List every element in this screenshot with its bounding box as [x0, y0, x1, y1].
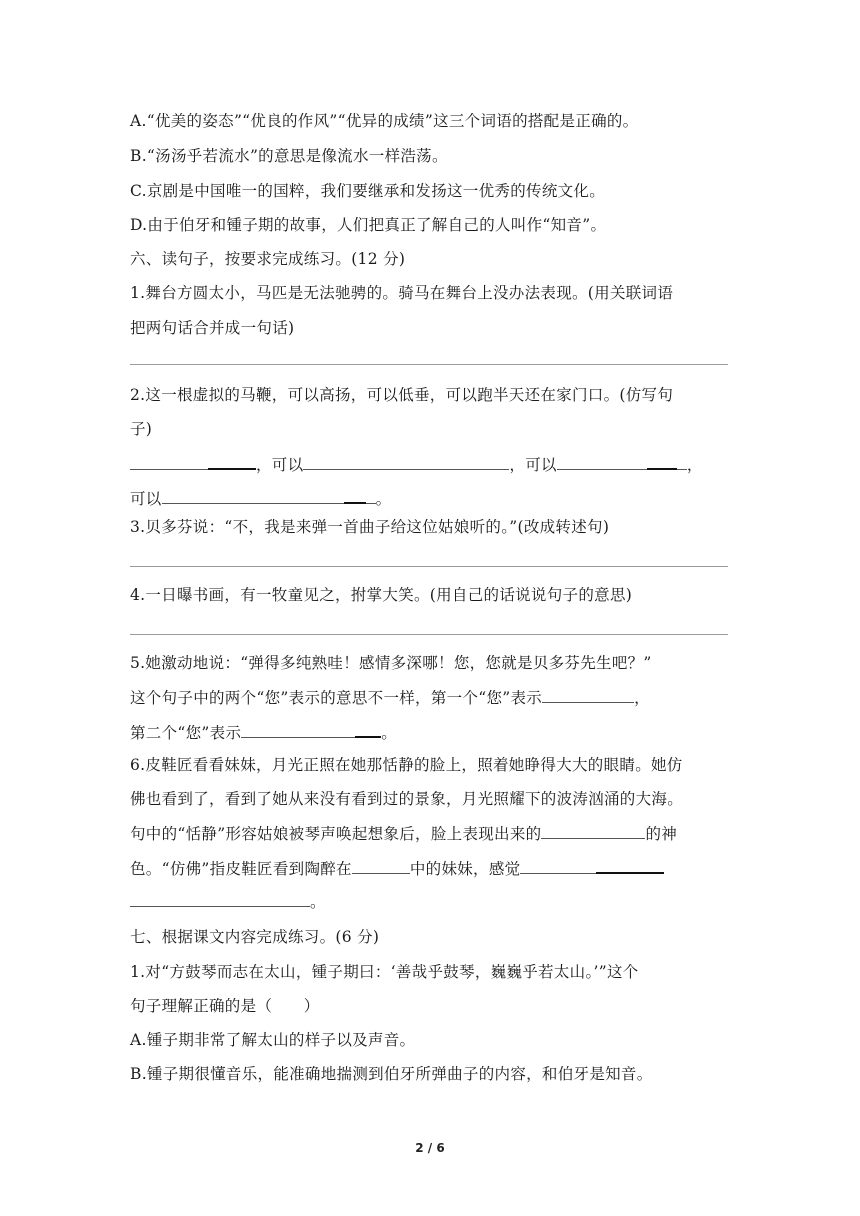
blank-6-5-2b[interactable] [355, 720, 381, 738]
fill-text: 。 [310, 893, 326, 911]
fill-text: ，可以 [256, 456, 304, 474]
blank-6-2-3a[interactable] [557, 453, 647, 470]
question-6-6-line3 [130, 822, 677, 845]
fill-text: 中的妹妹，感觉 [409, 860, 521, 878]
fill-text: 的神 [645, 825, 678, 843]
question-6-1: 1.舞台方圆太小，马匹是无法驰骋的。骑马在舞台上没办法表现。(用关联词语 [130, 284, 674, 302]
blank-6-6-2[interactable] [352, 857, 410, 874]
blank-6-5-1[interactable] [542, 686, 634, 703]
fill-text: 可以 [130, 490, 162, 508]
blank-6-2-3c[interactable] [677, 453, 687, 470]
fill-text: ， [634, 689, 650, 707]
option-a: A.“优美的姿态”“优良的作风”“优异的成绩”这三个词语的搭配是正确的。 [130, 112, 639, 130]
choice-b: B.锺子期很懂音乐，能准确地揣测到伯牙所弹曲子的内容，和伯牙是知音。 [130, 1065, 653, 1083]
answer-line-6-4[interactable] [130, 634, 728, 635]
fill-text: 。 [381, 724, 398, 742]
question-7-1-cont: 句子理解正确的是（ ） [130, 997, 320, 1015]
question-6-2-cont: 子) [130, 420, 153, 438]
blank-6-6-1[interactable] [541, 822, 645, 839]
blank-6-2-1b[interactable] [208, 452, 256, 470]
blank-6-6-3b[interactable] [596, 856, 664, 874]
choice-a: A.锺子期非常了解太山的样子以及声音。 [130, 1031, 416, 1049]
blank-6-2-1a[interactable] [130, 453, 208, 470]
blank-6-2-3b[interactable] [647, 452, 677, 470]
page-number: 2 / 6 [415, 1141, 445, 1155]
question-6-5-line3 [130, 720, 397, 744]
blank-6-2-4c[interactable] [366, 487, 376, 504]
fill-text: ，可以 [509, 456, 557, 474]
blank-6-6-3a[interactable] [520, 857, 596, 874]
fill-line-6-2-a [130, 452, 703, 476]
fill-text: 色。“仿佛”指皮鞋匠看到陶醉在 [130, 860, 352, 878]
blank-6-2-4a[interactable] [162, 487, 344, 504]
question-6-1-cont: 把两句话合并成一句话) [130, 319, 295, 337]
blank-6-2-4b[interactable] [344, 486, 366, 504]
question-6-5: 5.她激动地说：“弹得多纯熟哇！感情多深哪！您，您就是贝多芬先生吧？” [130, 654, 652, 672]
question-6-6-line5 [130, 890, 326, 913]
blank-6-6-4[interactable] [130, 890, 310, 907]
fill-text: 。 [375, 490, 392, 508]
fill-text: 第二个“您”表示 [130, 724, 242, 742]
option-d: D.由于伯牙和锺子期的故事，人们把真正了解自己的人叫作“知音”。 [130, 216, 607, 234]
blank-6-5-2a[interactable] [241, 721, 355, 738]
fill-text: 句中的“恬静”形容姑娘被琴声唤起想象后，脸上表现出来的 [130, 825, 542, 843]
answer-line-6-1[interactable] [130, 364, 728, 365]
fill-line-6-2-b [130, 486, 391, 510]
question-6-3: 3.贝多芬说：“不，我是来弹一首曲子给这位姑娘听的。”(改成转述句) [130, 518, 610, 536]
fill-text: ， [686, 456, 703, 474]
question-6-4: 4.一日曝书画，有一牧童见之，拊掌大笑。(用自己的话说说句子的意思) [130, 586, 633, 604]
section-six-heading: 六、读句子，按要求完成练习。(12 分) [130, 250, 406, 268]
question-6-2: 2.这一根虚拟的马鞭，可以高扬，可以低垂，可以跑半天还在家门口。(仿写句 [130, 386, 674, 404]
section-seven-heading: 七、根据课文内容完成练习。(6 分) [130, 928, 380, 946]
question-6-5-line2 [130, 686, 650, 709]
question-7-1: 1.对“方鼓琴而志在太山，锺子期曰：‘善哉乎鼓琴，巍巍乎若太山。’”这个 [130, 963, 639, 981]
question-6-6: 6.皮鞋匠看看妹妹，月光正照在她那恬静的脸上，照着她睁得大大的眼睛。她仿 [130, 756, 683, 774]
blank-6-2-2[interactable] [303, 453, 509, 470]
question-6-6-line2: 佛也看到了，看到了她从来没有看到过的景象，月光照耀下的波涛汹涌的大海。 [130, 790, 684, 808]
answer-line-6-3[interactable] [130, 566, 728, 567]
option-c: C.京剧是中国唯一的国粹，我们要继承和发扬这一优秀的传统文化。 [130, 182, 606, 200]
option-b: B.“汤汤乎若流水”的意思是像流水一样浩荡。 [130, 147, 448, 165]
fill-text: 这个句子中的两个“您”表示的意思不一样，第一个“您”表示 [130, 689, 543, 707]
question-6-6-line4 [130, 856, 664, 880]
